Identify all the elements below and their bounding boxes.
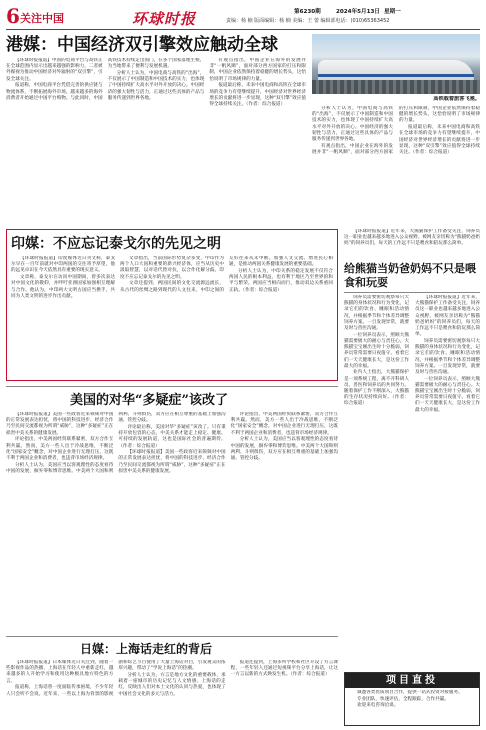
shanghai-body	[6, 660, 338, 726]
shanghai-paragraph: 【环球时报报道】日本媒体近日关注到，随着一些影视作品的热播，上海话在年轻人中重新走红，越来越多的人开始学习和使用这种极具地方特色的方言。	[6, 660, 114, 684]
header-rule	[6, 29, 480, 30]
issue-number: 第6230期	[294, 9, 321, 15]
milk-paragraph: 【环球时报报道】近年来，大熊猫保护工作备受关注，饲养员这一职业也越来越多地进入公众视野。被网友亲切称为“熊猫奶爸奶妈”的饲养员们，每天的工作远不只是喂食和陪玩那么简单。	[344, 229, 480, 247]
ad-title: 项目直投	[345, 673, 479, 688]
high-speed-train-photo	[312, 34, 480, 94]
ad-body	[348, 690, 476, 724]
lead-paragraph: 【环球时报报道】中国的电商平台与高铁正在全球范围内显示出越来越强的影响力，二者被外媒视为推动中国经济对外辐射的“双引擎”，引发全球关注。	[6, 58, 103, 82]
milk-paragraph: 饲养员需要密切观察每只大熊猫的身体状况和行为变化，记录它们的饮食、睡眠和活动情况，并根据季节和个体差异调整饲养方案。一旦发现异常，就要及时与兽医沟通。	[344, 295, 409, 332]
lead-paragraph: 报道称，中国电商平台凭借完善的供应链与物流体系，不断拓展海外市场，越来越多的海外消费者开始通过中国平台购物。与此同时，中国高铁技术持续走出国门，在多个国家落地生根，为当地带来了便利与发展机遇。	[6, 58, 205, 101]
editors-line: 责编：杨 楠 版面编辑：杨 楠 美编：王 蕾 编辑部电话：(010)65363452	[226, 18, 390, 24]
ad-box	[344, 672, 480, 726]
train-body	[318, 60, 474, 82]
milk-paragraph: 饲养员需要密切观察每只大熊猫的身体状况和行为变化，记录它们的饮食、睡眠和活动情况，并根据季节和个体差异调整饲养方案。一旦发现异常，就要及时与兽医沟通。	[415, 338, 480, 375]
usa-body	[6, 412, 338, 632]
shanghai-paragraph: 分析人士认为，方言是地方文化的重要载体，承载着一座城市的历史记忆与人文情感。上海话的走红，反映出人们对本土文化的认同与热爱，也体现了中国社会文化的多元与活力。	[118, 672, 226, 697]
lead-paragraph: 报道最后称，未来中国电商和高铁在全球市场的竞争力有望继续提升，中国经济对世界经济增长的贡献将进一步显现，这种“双引擎”效应值得全球持续关注。（作者：综合报道）	[399, 125, 480, 155]
usa-headline: 美国的对华“多疑症”该改了	[70, 393, 228, 408]
india-paragraph: 【环球时报报道】印度媒体近日刊文称，泰戈尔早在一百年前就对中印两国的交往寄予厚望，他的远见卓识在今天依然具有重要的现实意义。	[11, 256, 115, 274]
india-headline: 印媒：不应忘记泰戈尔的先见之明	[11, 236, 221, 252]
ad-item: 诚邀各类优质项目合作，提供一站式投资对接服务。	[357, 690, 463, 695]
milk-intro	[344, 229, 480, 259]
india-paragraph: 文章称，泰戈尔在访问中国期间，曾多次表达对中国文化的敬仰，并呼吁亚洲国家加强相互理解与合作。他认为，中印两大文明古国应当携手，共同为人类文明的进步作出贡献。	[11, 275, 115, 299]
lead-body	[6, 58, 306, 224]
milk-paragraph: 业内人士指出，大熊猫保护是一项系统工程，离不开科研人员、兽医和饲养员的共同努力。随着保护工作不断深入，大熊猫的生存状况持续向好。（作者：综合报道）	[344, 370, 409, 407]
india-paragraph: 文章还提到，两国民间的文化交流源远流长，从古代的丝绸之路到现代的人文往来，中印之间的友好往来从未中断。加强人文交流、增进民心相通，是推动两国关系健康发展的重要基础。	[120, 256, 333, 293]
page-number: 6	[6, 4, 20, 28]
lead-paragraph: 分析人士认为，中国电商与高铁的“出海”，不仅展示了中国制造和中国技术的实力，也体现了中国持续扩大高水平对外开放的决心。中国经济的强大韧性与活力，正通过这些具体的产品与服务传递到世界各地。	[312, 106, 393, 143]
train-stripe	[318, 74, 474, 77]
milk-body	[344, 295, 480, 667]
rail-track	[312, 80, 480, 94]
page-header	[6, 5, 480, 29]
usa-paragraph: 分析人士认为，美国应当以客观理性的态度看待中国的发展，摒弃零和博弈思维。中美两个大国和则两利、斗则俱伤，双方应在相互尊重的基础上加强沟通、管控分歧。	[6, 412, 226, 474]
shanghai-rule	[6, 636, 338, 637]
shanghai-headline: 日媒：上海话走红的背后	[80, 642, 213, 656]
lead-paragraph: 报道最后称，未来中国电商和高铁在全球市场的竞争力有望继续提升，中国经济对世界经济增长的贡献将进一步显现，这种“双引擎”效应值得全球持续关注。（作者：综合报道）	[209, 83, 306, 107]
usa-paragraph: 【环球时报报道】美国一些政客近来频频对中国的正常发展表达担忧，将中国的科技进步、经济合作乃至民间交流都视为所谓“威胁”，这种“多疑症”正在损害中美关系的健康发展。	[6, 412, 114, 436]
lead-paragraph: 有观点指出，中国企业在海外的发展并非“一帆风顺”，面对部分西方国家的打压和限制，中国企业依然保持着稳健的增长势头，这恰恰说明了市场规律的力量。	[209, 58, 306, 82]
lead-body-right	[312, 106, 480, 224]
usa-paragraph: 评论指出，中美两国经贸联系紧密，双方合作互利共赢。然而，美方一些人出于冷战思维，不断泛化“国家安全”概念，对中国企业进行无理打压，这既不利于两国企业和消费者，也违背市场经济规律。	[230, 412, 338, 436]
india-paragraph: 分析人士认为，中印关系的稳定发展不仅符合两国人民的根本利益，也有利于地区乃至世界的和平与繁荣。两国应当相向而行，推动双边关系重回正轨。（作者：综合报道）	[229, 268, 333, 293]
section-title: 关注中国	[20, 12, 64, 25]
milk-paragraph: 【环球时报报道】近年来，大熊猫保护工作备受关注，饲养员这一职业也越来越多地进入公众视野。被网友亲切称为“熊猫奶爸奶妈”的饲养员们，每天的工作远不只是喂食和陪玩那么简单。	[415, 295, 480, 338]
milk-paragraph: 一位饲养员表示，照顾大熊猫需要极大的耐心与责任心。大熊猫宝宝刚出生时十分脆弱，饲养员常常需要日夜值守。看着它们一天天健康长大，是这份工作最大的幸福。	[415, 376, 480, 413]
lead-paragraph: 有观点指出，中国企业在海外的发展并非“一帆风顺”，面对部分西方国家的打压和限制，中国企业依然保持着稳健的增长势头，这恰恰说明了市场规律的力量。	[312, 106, 480, 155]
india-paragraph: 文章指出，当前国际形势复杂多变，中印作为两个人口大国和重要的新兴经济体，应当从历史中汲取智慧，以对话代替对抗，以合作化解分歧。印度不应忘记泰戈尔的先见之明。	[120, 256, 224, 280]
milk-rule	[344, 292, 480, 293]
issue-weekday: 星期一	[384, 9, 401, 15]
milk-headline: 给熊猫当奶爸奶妈不只是喂食和玩耍	[344, 262, 476, 289]
usa-paragraph: 分析人士认为，美国应当以客观理性的态度看待中国的发展，摒弃零和博弈思维。中美两个大国和则两利、斗则俱伤，双方应在相互尊重的基础上加强沟通、管控分歧。	[230, 437, 338, 461]
ad-item: 专业团队，快速评估，全程跟踪，合作共赢。	[357, 696, 449, 702]
ad-item: 欢迎来电咨询洽谈。	[357, 703, 399, 709]
usa-paragraph: 【环球时报报道】美国一些政客近来频频对中国的正常发展表达担忧，将中国的科技进步、经济合作乃至民间交流都视为所谓“威胁”，这种“多疑症”正在损害中美关系的健康发展。	[118, 450, 226, 474]
lead-headline: 港媒：中国经济双引擎效应触动全球	[6, 35, 278, 55]
usa-paragraph: 评论指出，中美两国经贸联系紧密，双方合作互利共赢。然而，美方一些人出于冷战思维，不断泛化“国家安全”概念，对中国企业进行无理打压，这既不利于两国企业和消费者，也违背市场经济规律。	[6, 437, 114, 461]
india-body	[11, 256, 333, 378]
milk-paragraph: 一位饲养员表示，照顾大熊猫需要极大的耐心与责任心。大熊猫宝宝刚出生时十分脆弱，饲养员常常需要日夜值守。看着它们一天天健康长大，是这份工作最大的幸福。	[344, 332, 409, 369]
usa-rule	[6, 386, 338, 387]
shanghai-paragraph: 报道还提到，上海多所学校和社区开设了方言课程，一些年轻人还通过短视频平台分享上海话，让这一方言以新的方式焕发生机。（作者：综合报道）	[230, 660, 338, 678]
lead-paragraph: 分析人士认为，中国电商与高铁的“出海”，不仅展示了中国制造和中国技术的实力，也体现了中国持续扩大高水平对外开放的决心。中国经济的强大韧性与活力，正通过这些具体的产品与服务传递到世界各地。	[107, 70, 205, 101]
issue-date: 2024年5月13日	[336, 9, 381, 15]
shanghai-paragraph: 报道称，上海话曾一度面临传承困境，不少年轻人只会听不会说。近年来，一些以上海为背景的影视剧和综艺节目使用了大量上海话对白，引发观众的浓厚兴趣，带动了“学说上海话”的热潮。	[6, 660, 226, 697]
masthead-logo: 环球时报	[132, 10, 197, 28]
india-article-box	[6, 229, 338, 381]
usa-paragraph: 评论最后称，美国对华“多疑症”该改了。只有秉持开放包容的心态，中美关系才能走上稳定、健康、可持续的发展轨道，这也是国际社会的普遍期待。（作者：综合报道）	[118, 424, 226, 449]
photo-caption: 高铁载着旅客飞驰。	[433, 96, 480, 102]
